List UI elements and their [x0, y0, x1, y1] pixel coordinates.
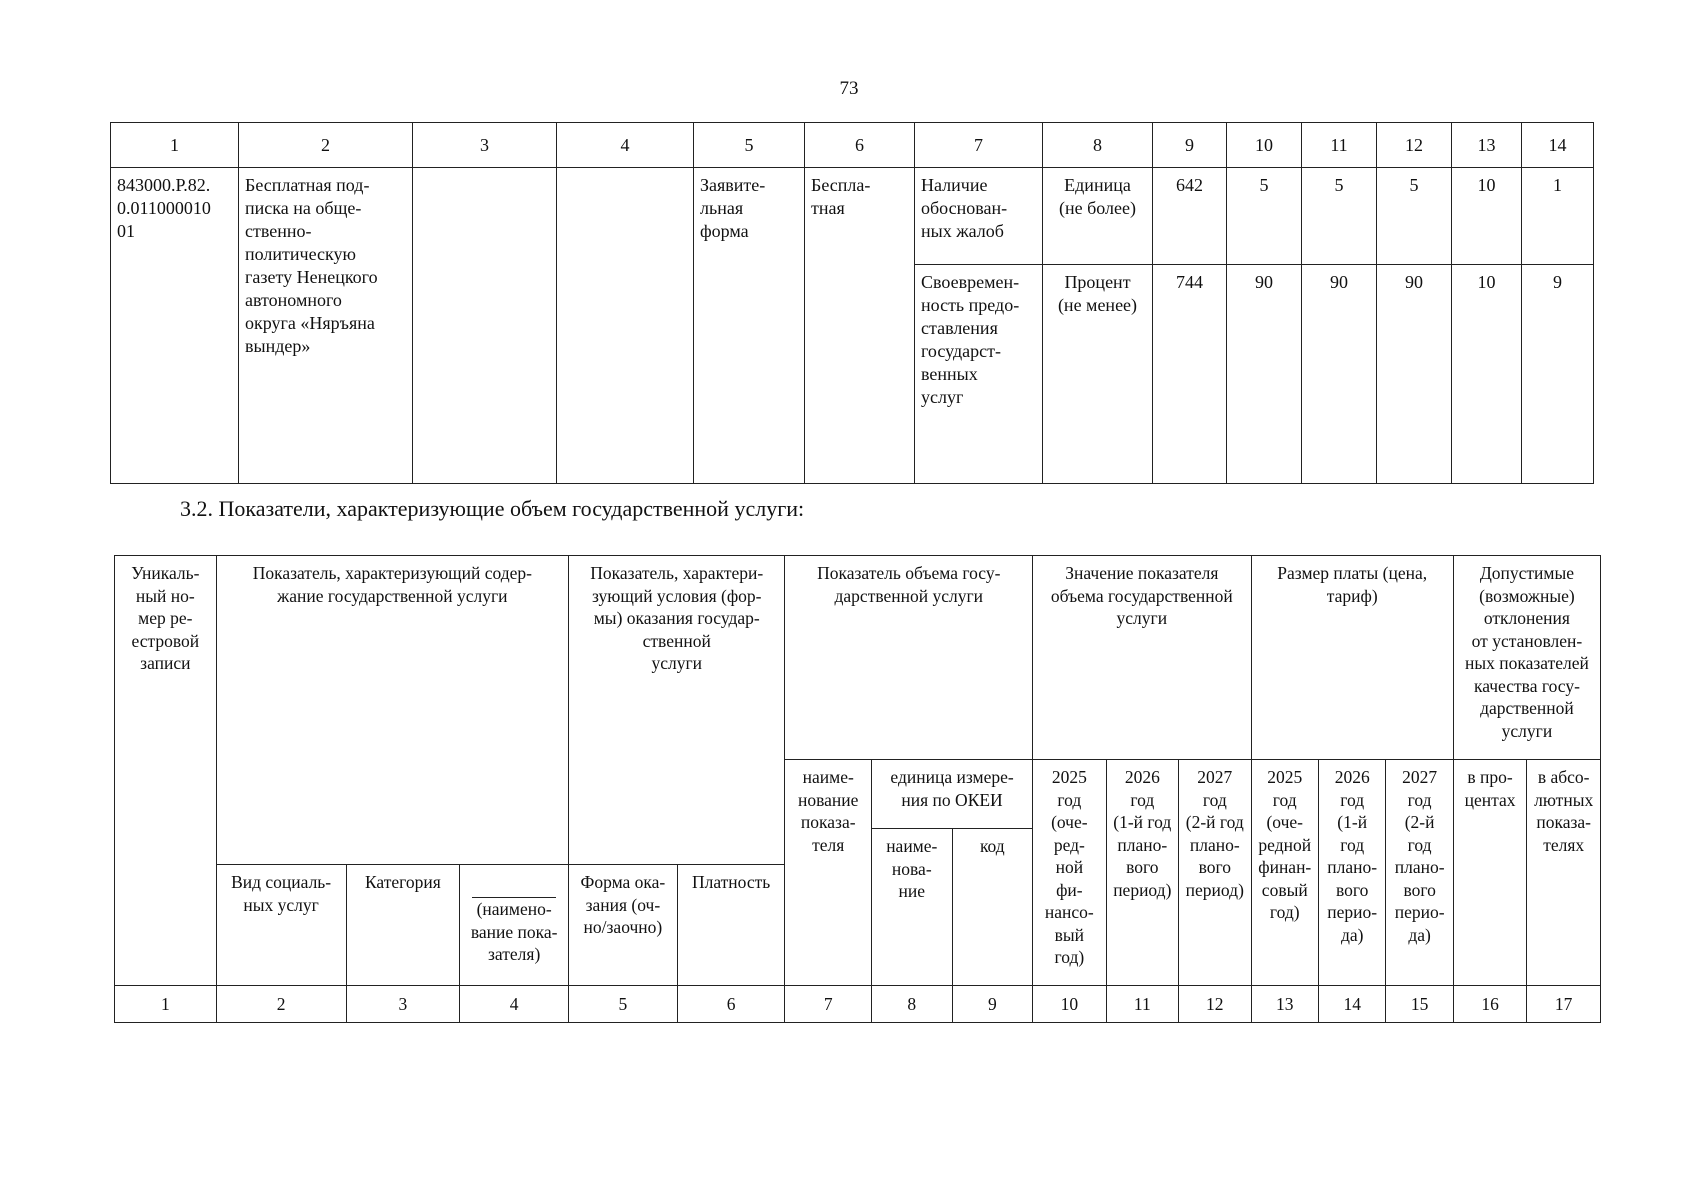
column-number: 4 — [557, 123, 694, 168]
column-number: 13 — [1251, 986, 1318, 1023]
column-number: 9 — [1153, 123, 1227, 168]
column-number: 11 — [1302, 123, 1377, 168]
column-number: 14 — [1522, 123, 1594, 168]
payment-type: Беспла- тная — [805, 168, 915, 484]
column-number: 15 — [1386, 986, 1453, 1023]
column-number: 5 — [569, 986, 678, 1023]
header-service-form: Форма ока- зания (оч- но/заочно) — [569, 865, 678, 986]
header-service-conditions: Показатель, характери- зующий условия (фор- мы) оказания государ- ственной услуги — [569, 556, 785, 865]
header-indicator-placeholder — [460, 865, 569, 986]
column-number: 17 — [1527, 986, 1601, 1023]
header-category: Категория — [346, 865, 460, 986]
column-number: 3 — [413, 123, 557, 168]
header-fee: Размер платы (цена, тариф) — [1251, 556, 1453, 760]
header-fee-2025: 2025 год (оче- редной финан- совый год) — [1251, 760, 1318, 986]
value-2027: 90 — [1377, 265, 1452, 484]
value-2025: 5 — [1227, 168, 1302, 265]
column-number: 14 — [1318, 986, 1385, 1023]
value-2025: 90 — [1227, 265, 1302, 484]
column-number: 8 — [1043, 123, 1153, 168]
header-fee-2027: 2027 год (2-й год плано- вого перио- да) — [1386, 760, 1453, 986]
column-number: 13 — [1452, 123, 1522, 168]
column-number: 10 — [1033, 986, 1106, 1023]
column-number-row — [111, 123, 1594, 168]
indicator-name: Наличие обоснован- ных жалоб — [915, 168, 1043, 265]
indicator-name: Своевремен- ность предо- ставления государст- венных услуг — [915, 265, 1043, 484]
page-number: 73 — [839, 78, 859, 99]
header-social-services: Вид социаль- ных услуг — [216, 865, 346, 986]
header-indicator-value: Значение показателя объема государственной услуги — [1033, 556, 1251, 760]
header-okei-name: наиме- нова- ние — [872, 829, 953, 986]
header-unique-number: Уникаль- ный но- мер ре- естровой записи — [115, 556, 217, 986]
header-value-2025: 2025 год (оче- ред- ной фи- нансо- вый год) — [1033, 760, 1106, 986]
column-number: 7 — [785, 986, 872, 1023]
indicator-unit: Единица (не более) — [1043, 168, 1153, 265]
indicator-unit: Процент (не менее) — [1043, 265, 1153, 484]
value-2026: 90 — [1302, 265, 1377, 484]
column-number: 2 — [216, 986, 346, 1023]
column-number: 12 — [1179, 986, 1251, 1023]
column-number: 11 — [1106, 986, 1178, 1023]
column-number: 10 — [1227, 123, 1302, 168]
header-okei-unit: единица измере- ния по ОКЕИ — [872, 760, 1033, 829]
value-2026: 5 — [1302, 168, 1377, 265]
header-value-2027: 2027 год (2-й год плано- вого период) — [1179, 760, 1251, 986]
deviation-absolute: 9 — [1522, 265, 1594, 484]
column-number: 5 — [694, 123, 805, 168]
header-value-2026: 2026 год (1-й год плано- вого период) — [1106, 760, 1178, 986]
quality-indicators-table — [110, 122, 1594, 484]
deviation-absolute: 1 — [1522, 168, 1594, 265]
volume-indicators-table — [114, 555, 1601, 1023]
column-number: 1 — [115, 986, 217, 1023]
header-volume-indicator: Показатель объема госу- дарственной услуги — [785, 556, 1033, 760]
empty-cell — [557, 168, 694, 484]
column-number: 6 — [677, 986, 785, 1023]
column-number: 1 — [111, 123, 239, 168]
table-row — [111, 168, 1594, 265]
column-number: 9 — [952, 986, 1033, 1023]
header-payment: Платность — [677, 865, 785, 986]
deviation-percent: 10 — [1452, 265, 1522, 484]
column-number: 16 — [1453, 986, 1526, 1023]
column-number: 8 — [872, 986, 953, 1023]
column-number: 6 — [805, 123, 915, 168]
value-2027: 5 — [1377, 168, 1452, 265]
service-form: Заявите- льная форма — [694, 168, 805, 484]
indicator-code: 744 — [1153, 265, 1227, 484]
header-service-content: Показатель, характеризующий содер- жание государственной услуги — [216, 556, 568, 865]
header-row-1 — [115, 556, 1601, 760]
column-number: 12 — [1377, 123, 1452, 168]
service-content: Бесплатная под- писка на обще- ственно- политическую газету Ненецкого автономного округа «Няръяна вындер» — [239, 168, 413, 484]
header-indicator-label: (наимено- вание пока- зателя) — [470, 899, 558, 964]
indicator-code: 642 — [1153, 168, 1227, 265]
header-indicator-name: наиме- нование показа- теля — [785, 760, 872, 986]
header-fee-2026: 2026 год (1-й год плано- вого перио- да) — [1318, 760, 1385, 986]
empty-cell — [413, 168, 557, 484]
header-deviation-absolute: в абсо- лютных показа- телях — [1527, 760, 1601, 986]
header-deviation-percent: в про- центах — [1453, 760, 1526, 986]
header-okei-code: код — [952, 829, 1033, 986]
header-deviation: Допустимые (возможные) отклонения от установлен- ных показателей качества госу- дарственной услуги — [1453, 556, 1600, 760]
registry-number: 843000.Р.82. 0.011000010 01 — [111, 168, 239, 484]
column-number: 3 — [346, 986, 460, 1023]
column-number: 4 — [460, 986, 569, 1023]
column-number: 7 — [915, 123, 1043, 168]
column-number-row — [115, 986, 1601, 1023]
section-title: 3.2. Показатели, характеризующие объем государственной услуги: — [180, 496, 805, 521]
deviation-percent: 10 — [1452, 168, 1522, 265]
column-number: 2 — [239, 123, 413, 168]
